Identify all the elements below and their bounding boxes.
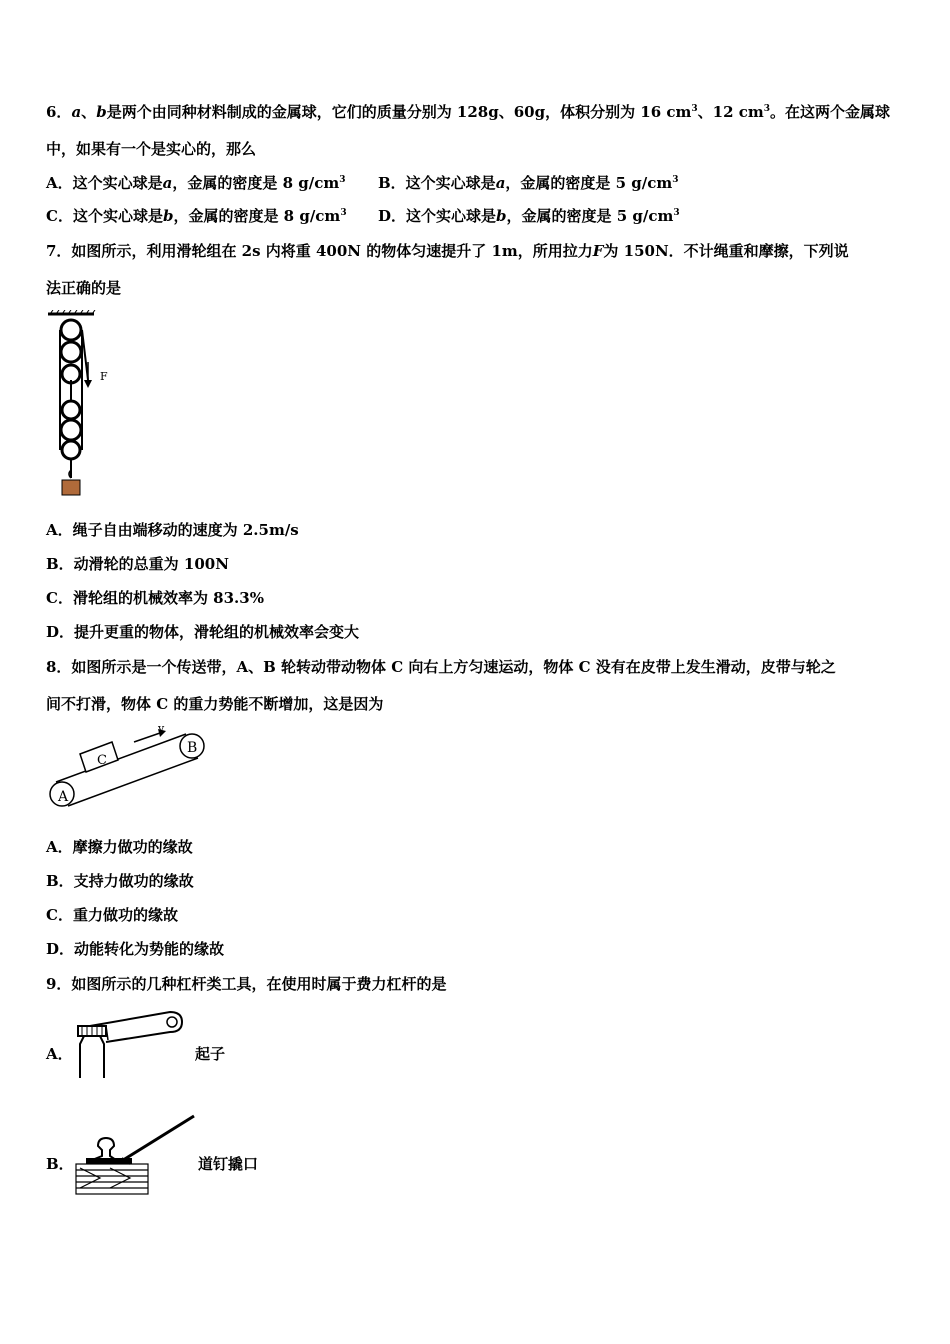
q7-option-d: D．提升更重的物体，滑轮组的机械效率会变大 (46, 623, 360, 641)
q6-option-c: C．这个实心球是b，金属的密度是 8 $g/cm^3$ (46, 207, 347, 225)
q7-stem-line1: 7．如图所示，利用滑轮组在 2s 内将重 400N 的物体匀速提升了 1m，所用拉力F为 150N．不计绳重和摩擦，下列说 (46, 242, 849, 260)
q9-option-a-letter: A． (46, 1045, 73, 1063)
q9-stem: 9．如图所示的几种杠杆类工具，在使用时属于费力杠杆的是 (46, 975, 447, 993)
q6-option-a: A．这个实心球是a，金属的密度是 8 $g/cm^3$ (46, 174, 346, 192)
q9-option-b-letter: B． (46, 1155, 74, 1173)
q6-stem-line1: 6．a、b是两个由同种材料制成的金属球，它们的质量分别为 128g、60g，体积分别为 16 $cm^3$、12 $cm^3$。在这两个金属球 (46, 103, 891, 121)
q8-stem-line2: 间不打滑，物体 C 的重力势能不断增加，这是因为 (46, 695, 384, 713)
wheel-b-label: B (187, 740, 198, 756)
q7-option-b: B．动滑轮的总重为 100N (46, 555, 229, 573)
q8-option-c: C．重力做功的缘故 (46, 906, 178, 924)
rail-spike-puller-figure (70, 1112, 200, 1200)
q7-option-c: C．滑轮组的机械效率为 83.3% (46, 589, 264, 607)
q8-option-b: B．支持力做功的缘故 (46, 872, 194, 890)
q6-stem-line2: 中，如果有一个是实心的，那么 (46, 140, 257, 158)
q7-option-a: A．绳子自由端移动的速度为 2.5m/s (46, 521, 299, 539)
q7-stem-line2: 法正确的是 (46, 279, 122, 297)
q8-stem-line1: 8．如图所示是一个传送带，A、B 轮转动带动物体 C 向右上方匀速运动，物体 C 没有在皮带上发生滑动，皮带与轮之 (46, 658, 836, 676)
pulley-system-figure (44, 310, 114, 500)
q6-option-b: B．这个实心球是a，金属的密度是 5 $g/cm^3$ (378, 174, 679, 192)
q8-option-d: D．动能转化为势能的缘故 (46, 940, 225, 958)
q9-option-b-name: 道钉撬口 (198, 1155, 259, 1173)
wheel-a-label: A (58, 789, 69, 805)
object-c-label: C (97, 753, 107, 768)
bottle-opener-figure (70, 1006, 190, 1078)
force-label-f: F (100, 370, 108, 383)
q8-option-a: A．摩擦力做功的缘故 (46, 838, 193, 856)
velocity-label: v (158, 724, 165, 735)
conveyor-belt-figure (46, 724, 216, 812)
q6-option-d: D．这个实心球是b，金属的密度是 5 $g/cm^3$ (378, 207, 680, 225)
q9-option-a-name: 起子 (195, 1045, 226, 1063)
